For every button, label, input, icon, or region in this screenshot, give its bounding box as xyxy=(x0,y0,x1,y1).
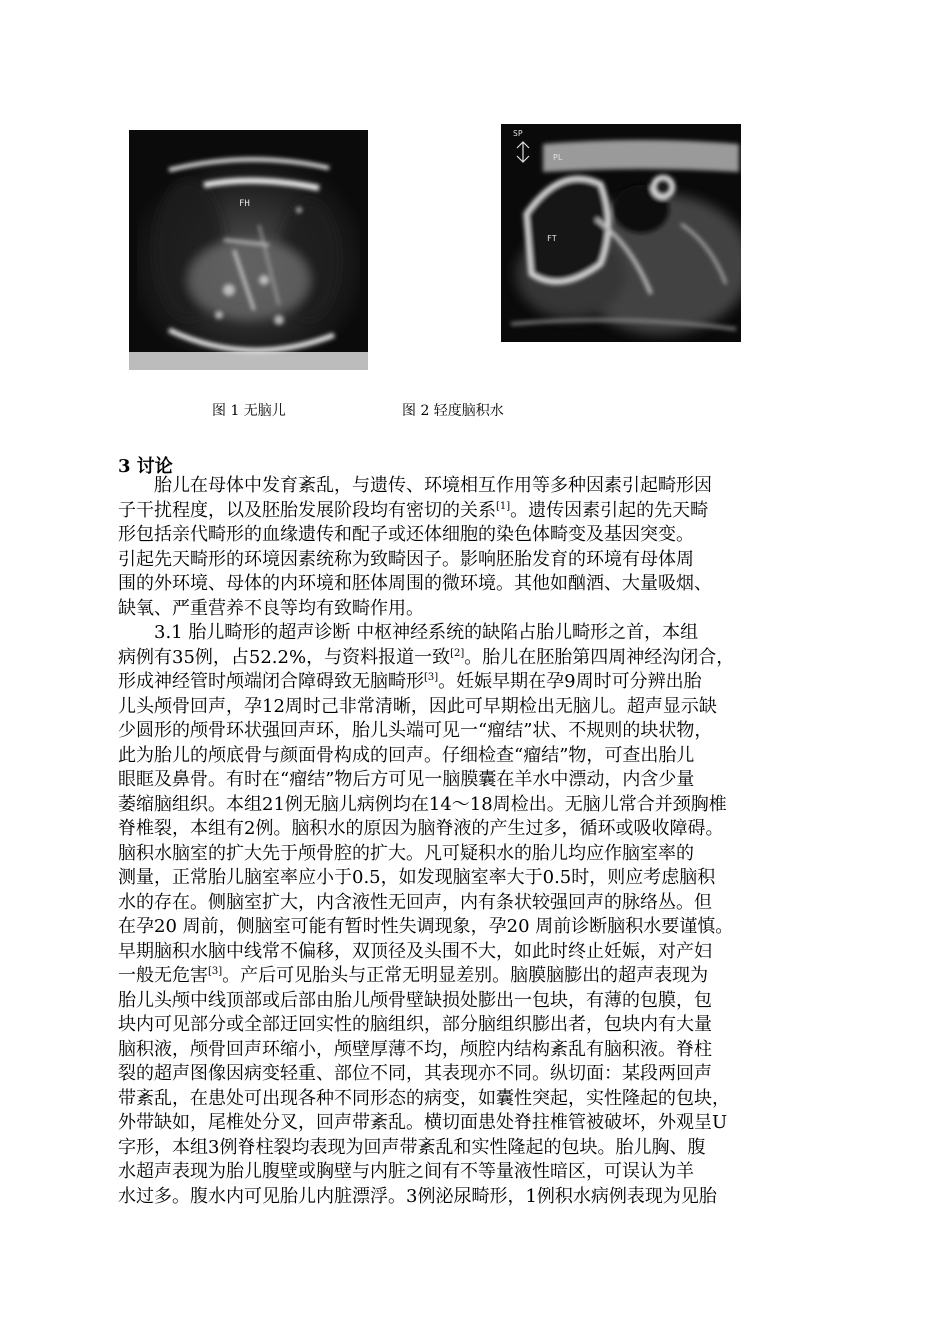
text-line xyxy=(118,768,694,792)
text-line xyxy=(118,523,694,547)
text-segment: 字形，本组3例脊柱裂均表现为回声带紊乱和实性隆起的包块。胎儿胸、腹 xyxy=(118,1136,706,1158)
text-segment: 少圆形的颅骨环状强回声环，胎儿头端可见一“瘤结”状、不规则的块状物， xyxy=(118,720,713,741)
text-line xyxy=(118,1185,717,1209)
text-line xyxy=(118,1087,730,1111)
text-line xyxy=(118,817,723,841)
text-line xyxy=(118,744,694,768)
text-line xyxy=(118,793,727,817)
text-line xyxy=(118,719,712,743)
text-segment: 测量，正常胎儿脑室率应小于0.5，如发现脑室率大于0.5时，则应考虑脑积 xyxy=(118,867,716,888)
text-line xyxy=(118,1111,727,1135)
fig1-label-fh: FH xyxy=(239,199,250,209)
section-heading: 3 讨论 xyxy=(118,456,173,477)
text-line xyxy=(118,915,733,939)
text-line xyxy=(118,940,712,964)
text-segment: 萎缩脑组织。本组21例无脑儿病例均在14～18周检出。无脑儿常合并颈胸椎 xyxy=(118,793,727,815)
figure-1-caption: 图 1 无脑儿 xyxy=(212,403,286,419)
text-line xyxy=(118,670,702,694)
fig2-label-ft: FT xyxy=(547,234,557,243)
text-line xyxy=(118,474,712,498)
text-segment: 。妊娠早期在孕9周时可分辨出胎 xyxy=(438,671,702,692)
citation-ref: [1] xyxy=(496,500,511,512)
text-segment: 水过多。腹水内可见胎儿内脏漂浮。3例泌尿畸形，1例积水病例表现为见胎 xyxy=(118,1185,717,1207)
text-segment: 脑积水脑室的扩大先于颅骨腔的扩大。凡可疑积水的胎儿均应作脑室率的 xyxy=(118,842,694,864)
fig2-label-pl: PL xyxy=(553,153,563,162)
text-line xyxy=(118,964,708,988)
text-line xyxy=(118,1013,712,1037)
figure-2-caption: 图 2 轻度脑积水 xyxy=(402,403,504,419)
text-segment: 形包括亲代畸形的血缘遗传和配子或还体细胞的染色体畸变及基因突变。 xyxy=(118,524,694,545)
text-segment: 3.1 胎儿畸形的超声诊断 中枢神经系统的缺陷占胎儿畸形之首，本组 xyxy=(118,622,699,643)
text-line xyxy=(118,548,694,572)
text-segment: 块内可见部分或全部迂回实性的脑组织，部分脑组织膨出者，包块内有大量 xyxy=(118,1014,712,1035)
text-line xyxy=(118,989,712,1013)
text-segment: 围的外环境、母体的内环境和胚体周围的微环境。其他如酗酒、大量吸烟、 xyxy=(118,573,712,594)
text-segment: 病例有35例，占52.2%，与资料报道一致 xyxy=(118,646,451,668)
text-segment: 早期脑积水脑中线常不偏移，双顶径及头围不大，如此时终止妊娠，对产妇 xyxy=(118,940,712,962)
text-line xyxy=(118,1136,705,1160)
text-line xyxy=(118,499,708,523)
text-segment: 。胎儿在胚胎第四周神经沟闭合， xyxy=(464,646,735,668)
fig2-label-sp: SP xyxy=(513,129,523,138)
text-segment: 胎儿在母体中发育紊乱，与遗传、环境相互作用等多种因素引起畸形因 xyxy=(118,475,712,496)
text-segment: 水的存在。侧脑室扩大，内含液性无回声，内有条状较强回声的脉络丛。但 xyxy=(118,891,712,913)
ultrasound-image-hydrocephalus xyxy=(501,124,741,342)
text-segment: 引起先天畸形的环境因素统称为致畸因子。影响胚胎发育的环境有母体周 xyxy=(118,548,694,570)
text-line xyxy=(118,597,424,621)
ultrasound-image-anencephaly xyxy=(129,130,368,370)
text-segment: 此为胎儿的颅底骨与颜面骨构成的回声。仔细检查“瘤结”物，可查出胎儿 xyxy=(118,744,695,766)
text-line xyxy=(118,891,712,915)
text-line xyxy=(118,1062,712,1086)
text-segment: 形成神经管时颅端闭合障碍致无脑畸形 xyxy=(118,671,424,692)
text-line xyxy=(118,695,717,719)
text-segment: 胎儿头颅中线顶部或后部由胎儿颅骨壁缺损处膨出一包块，有薄的包膜，包 xyxy=(118,989,712,1011)
text-line xyxy=(118,1160,694,1184)
citation-ref: [3] xyxy=(424,672,439,683)
text-line xyxy=(118,866,715,890)
text-line xyxy=(118,646,734,670)
text-line xyxy=(118,621,698,645)
text-segment: 子干扰程度，以及胚胎发展阶段均有密切的关系 xyxy=(118,499,496,521)
text-segment: 一般无危害 xyxy=(118,965,208,986)
text-segment: 裂的超声图像因病变轻重、部位不同，其表现亦不同。纵切面：某段两回声 xyxy=(118,1063,712,1084)
text-segment: 儿头颅骨回声，孕12周时己非常清晰，因此可早期检出无脑儿。超声显示缺 xyxy=(118,695,717,717)
text-segment: 缺氧、严重营养不良等均有致畸作用。 xyxy=(118,597,424,619)
text-segment: 脊椎裂，本组有2例。脑积水的原因为脑脊液的产生过多，循环或吸收障碍。 xyxy=(118,818,724,839)
text-segment: 带紊乱，在患处可出现各种不同形态的病变，如囊性突起，实性隆起的包块， xyxy=(118,1087,730,1109)
text-segment: 外带缺如，尾椎处分叉，回声带紊乱。横切面患处脊拄椎管被破坏，外观呈U xyxy=(118,1112,728,1133)
text-line xyxy=(118,572,712,596)
citation-ref: [2] xyxy=(450,647,465,659)
text-line xyxy=(118,842,694,866)
text-segment: 在孕20 周前，侧脑室可能有暂时性失调现象，孕20 周前诊断脑积水要谨慎。 xyxy=(118,916,734,937)
text-segment: 脑积液，颅骨回声环缩小，颅壁厚薄不均，颅腔内结构紊乱有脑积液。脊柱 xyxy=(118,1038,712,1060)
citation-ref: [3] xyxy=(208,966,223,977)
text-segment: 。产后可见胎头与正常无明显差别。脑膜脑膨出的超声表现为 xyxy=(222,965,709,986)
text-segment: 眼眶及鼻骨。有时在“瘤结”物后方可见一脑膜囊在羊水中漂动，内含少量 xyxy=(118,769,695,790)
text-segment: 。遗传因素引起的先天畸 xyxy=(510,499,709,521)
text-line xyxy=(118,1038,712,1062)
text-segment: 水超声表现为胎儿腹壁或胸壁与内脏之间有不等量液性暗区，可误认为羊 xyxy=(118,1161,694,1182)
